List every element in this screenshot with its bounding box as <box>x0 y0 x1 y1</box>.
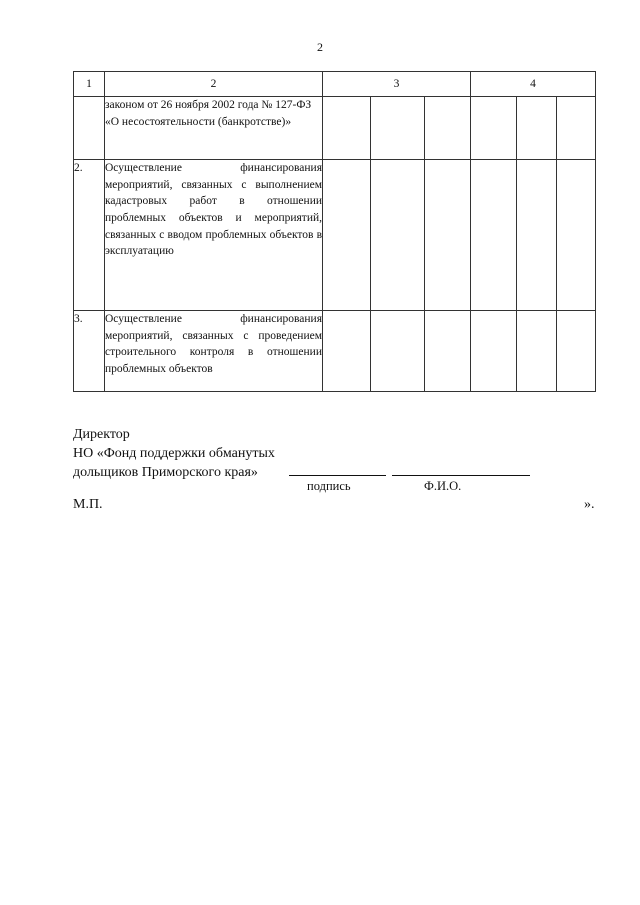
empty-cell <box>323 311 371 392</box>
data-table <box>73 71 596 392</box>
empty-cell <box>471 97 517 160</box>
empty-cell <box>517 160 557 311</box>
row-number: 3. <box>74 311 105 392</box>
header-cell-col4: 4 <box>471 72 596 97</box>
empty-cell <box>517 97 557 160</box>
table-header-row <box>74 72 596 97</box>
row-text: Осуществление финансирования мероприятий, связанных с выполнением кадастровых работ в отношении проблемных объектов и мероприятий, связанных с вводом проблемных объектов в эксплуатацию <box>105 160 323 311</box>
closing-quote: ». <box>584 497 595 512</box>
empty-cell <box>425 160 471 311</box>
signatory-title: Директор <box>73 427 130 442</box>
empty-cell <box>557 311 596 392</box>
header-cell-col2: 2 <box>105 72 323 97</box>
empty-cell <box>471 160 517 311</box>
table-row <box>74 97 596 160</box>
empty-cell <box>557 97 596 160</box>
signature-caption: подпись <box>307 479 351 493</box>
empty-cell <box>371 160 425 311</box>
name-caption: Ф.И.О. <box>424 479 462 493</box>
empty-cell <box>557 160 596 311</box>
stamp-place-label: М.П. <box>73 497 103 512</box>
header-cell-col1: 1 <box>74 72 105 97</box>
table-row <box>74 160 596 311</box>
organization-name: НО «Фонд поддержки обманутых <box>73 446 275 461</box>
name-line <box>392 475 530 476</box>
signature-block <box>73 425 603 482</box>
row-text: Осуществление финансирования мероприятий, связанных с проведением строительного контроля в отношении проблемных объектов <box>105 311 323 392</box>
signature-line <box>289 475 386 476</box>
row-number <box>74 97 105 160</box>
empty-cell <box>425 97 471 160</box>
empty-cell <box>371 97 425 160</box>
empty-cell <box>323 97 371 160</box>
row-text: законом от 26 ноября 2002 года № 127-ФЗ «О несостоятельности (банкротстве)» <box>105 97 323 160</box>
header-cell-col3: 3 <box>323 72 471 97</box>
empty-cell <box>425 311 471 392</box>
empty-cell <box>323 160 371 311</box>
page-number: 2 <box>317 40 323 54</box>
empty-cell <box>517 311 557 392</box>
empty-cell <box>371 311 425 392</box>
organization-name-cont: дольщиков Приморского края» <box>73 465 258 480</box>
row-number: 2. <box>74 160 105 311</box>
empty-cell <box>471 311 517 392</box>
table-row <box>74 311 596 392</box>
